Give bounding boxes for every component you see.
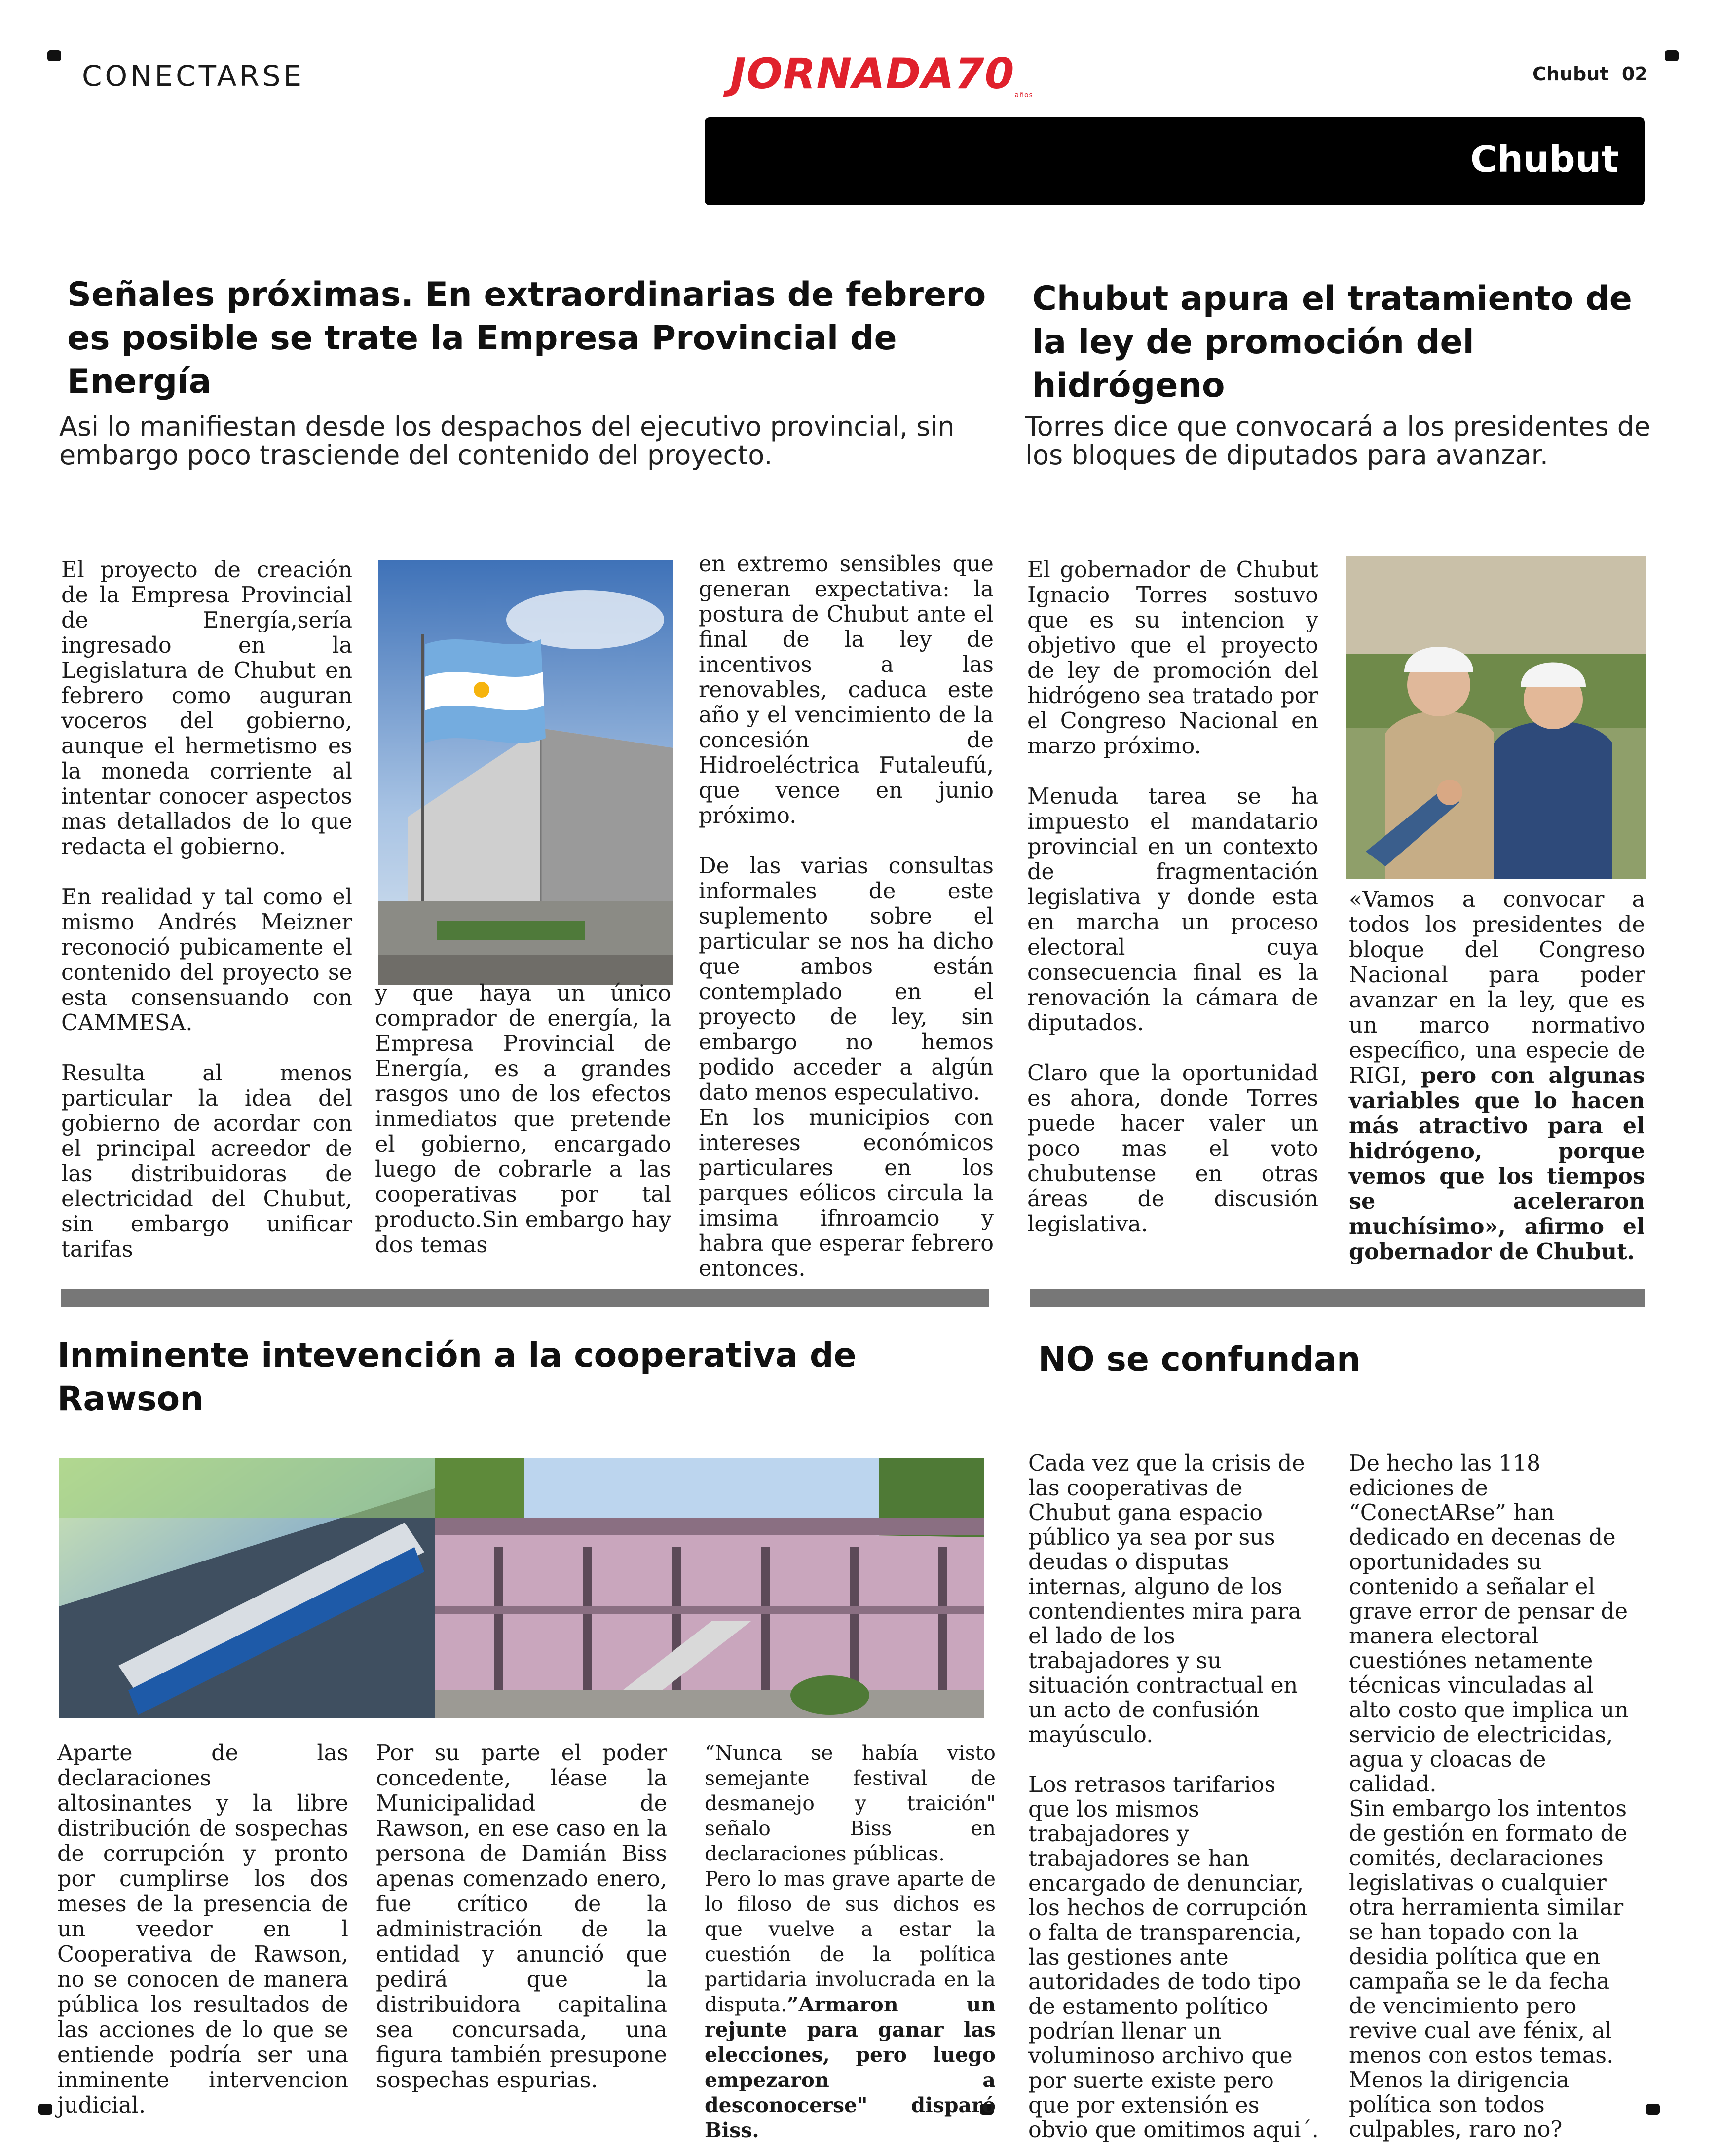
article3-col3 — [705, 1741, 996, 2143]
article3-headline: Inminente intevención a la cooperativa de Rawson — [57, 1336, 857, 1418]
article1-col1-p2: En realidad y tal como el mismo Andrés Meizner reconoció pubicamente el contenido del proyecto se esta consensuando con CAMMESA. — [61, 885, 352, 1036]
photo-two-storey-building — [435, 1458, 984, 1718]
article1-col1-p3: Resulta al menos particular la idea del gobierno de acordar con el principal acreedor de las distribuidoras de electricidad del Chubut, sin embargo unificar tarifas — [61, 1061, 352, 1262]
article2-quote-text — [1349, 887, 1645, 1264]
article4-headline: NO se confundan — [1038, 1340, 1361, 1379]
registration-mark — [38, 2104, 52, 2115]
article1-col3-p2: De las varias consultas informales de este suplemento sobre el particular se nos ha dicho que ambos están contemplado en el proyecto de ley, sin embargo no hemos podido acceder a algún dato menos especulativo. — [699, 854, 994, 1105]
article4-col2 — [1349, 1451, 1640, 2142]
article2-col1-p1: El gobernador de Chubut Ignacio Torres sostuvo que es su intencion y objetivo que el proyecto de ley de promoción del hidrógeno sea tratado por el Congreso Nacional en marzo próximo. — [1027, 558, 1318, 759]
article2-col1 — [1027, 558, 1318, 1237]
article2-quote-plain: «Vamos a convocar a todos los presidentes de bloque del Congreso Nacional para poder avanzar en la ley, que es un marco normativo específico, una especie de RIGI, — [1349, 887, 1645, 1088]
article3-col3-p2 — [705, 1866, 996, 2143]
registration-mark — [1665, 50, 1679, 61]
divider-rule — [1030, 1289, 1645, 1307]
article1-col2 — [375, 981, 671, 1258]
article3-col3-p2-plain: Pero lo mas grave aparte de lo filoso de sus dichos es que vuelve a estar la cuestión de la política partidaria involucrada en la disputa. — [705, 1867, 996, 2016]
divider-rule — [61, 1289, 989, 1307]
article3-col3-p2-bold: ”Armaron un rejunte para ganar las elecciones, pero luego empezaron a desconocerse" disparó Biss. — [705, 1993, 996, 2142]
article1-col3 — [699, 552, 994, 1281]
article2-quote-bold: pero con algunas variables que lo hacen más atractivo para el hidrógeno, porque vemos que los tiempos se aceleraron muchísimo», afirmo el gobernador de Chubut. — [1349, 1063, 1645, 1264]
jornada-logo-years: 70 — [954, 49, 1015, 99]
article4-col1-p1: Cada vez que la crisis de las cooperativas de Chubut gana espacio público ya sea por sus deudas o disputas internas, alguno de los contendientes mira para el lado de los trabajadores y su situación contractual en un acto de confusión mayúsculo. — [1028, 1451, 1305, 1747]
article4-col1 — [1028, 1451, 1319, 2143]
article2-deck: Torres dice que convocará a los presidentes de los bloques de diputados para avanzar. — [1025, 411, 1651, 471]
conectarse-logo: CONECTARSE — [82, 59, 305, 93]
article2-headline: Chubut apura el tratamiento de la ley de promoción del hidrógeno — [1032, 279, 1632, 405]
article1-col3-p1: en extremo sensibles que generan expectativa: la postura de Chubut ante el final de la ley de incentivos a las renovables, caduca este año y el vencimiento de la concesión de Hidroeléctrica Futaleufú, que vence en junio próximo. — [699, 552, 994, 828]
jornada-logo-sub: años — [1014, 91, 1033, 100]
article1-deck: Asi lo manifiestan desde los despachos del ejecutivo provincial, sin embargo poco trasciende del contenido del proyecto. — [59, 411, 955, 471]
article3-col1-p1: Aparte de las declaraciones altosinantes y la libre distribución de sospechas de corrupción y pronto por cumplirse los dos meses de la presencia de un veedor en l Cooperativa de Rawson, no se conocen de manera pública los resultados de las acciones de lo que se entiende podría ser una inminente intervencion judicial. — [57, 1741, 348, 2118]
article2-quote — [1349, 887, 1645, 1264]
jornada-logo-text: JORNADA — [730, 49, 955, 99]
article3-col2 — [376, 1741, 667, 2093]
photo-cooperative-sign — [59, 1458, 436, 1718]
registration-mark — [1646, 2104, 1660, 2115]
article2-col1-p2: Menuda tarea se ha impuesto el mandatario provincial en un contexto de fragmentación legislativa y donde esta en marcha un proceso electoral cuya consecuencia final es la renovación la cámara de diputados. — [1027, 784, 1318, 1036]
article3-col1 — [57, 1741, 348, 2118]
article1-col1-p1: El proyecto de creación de la Empresa Provincial de Energía,sería ingresado en la Legislatura de Chubut en febrero como auguran voceros del gobierno, aunque el hermetismo es la moneda corriente al intentar conocer aspectos mas detallados de lo que redacta el gobierno. — [61, 558, 352, 859]
registration-mark — [47, 50, 61, 61]
photo-building-flag — [378, 560, 673, 985]
jornada-logo — [730, 49, 1033, 99]
article1-col3-p3: En los municipios con intereses económicos particulares en los parques eólicos circula la imsima ifnroamcio y habra que esperar febrero entonces. — [699, 1105, 994, 1281]
article4-col2-p1: De hecho las 118 ediciones de “ConectARse” han dedicado en decenas de oportunidades su contenido a señalar el grave error de pensar de manera electoral cuestiónes netamente técnicas vinculadas al alto costo que implica un servicio de electricidas, agua y cloacas de calidad. — [1349, 1451, 1629, 1797]
article3-col3-p1: “Nunca se había visto semejante festival de desmanejo y traición" señalo Biss en declaraciones públicas. — [705, 1741, 996, 1865]
article1-col2-p1: y que haya un único comprador de energía, la Empresa Provincial de Energía, es a grandes rasgos uno de los efectos inmediatos que pretende el gobierno, encargado luego de cobrarle a las cooperativas por tal producto.Sin embargo hay dos temas — [375, 981, 671, 1258]
article2-col1-p3: Claro que la oportunidad es ahora, donde Torres puede hacer valer un poco mas el voto chubutense en otras áreas de discusión legislativa. — [1027, 1061, 1318, 1237]
article1-headline: Señales próximas. En extraordinarias de febrero es posible se trate la Empresa Provincial de Energía — [67, 275, 986, 401]
section-label: Chubut — [1470, 138, 1619, 181]
article1-col1 — [61, 558, 352, 1262]
photo-hard-hats — [1346, 556, 1646, 879]
article4-col1-p2: Los retrasos tarifarios que los mismos trabajadores y trabajadores se han encargado de denunciar, los hechos de corrupción o falta de transparencia, las gestiones ante autoridades de todo tipo de estamento político podrían llenar un voluminoso archivo que por suerte existe pero que por extensión es obvio que omitimos aqui´. — [1028, 1772, 1319, 2143]
page-folio: Chubut 02 — [1532, 63, 1648, 85]
article4-col2-p2: Sin embargo los intentos de gestión en formato de comités, declaraciones legislativas o cualquier otra herramienta similar se han topado con la desidia política que en campaña se le da fecha de vencimiento pero revive cual ave fénix, al menos con estos temas. Menos la dirigencia política son todos culpables, raro no? — [1349, 1796, 1628, 2142]
article3-col2-p1: Por su parte el poder concedente, léase la Municipalidad de Rawson, en ese caso en la persona de Damián Biss apenas comenzado enero, fue crítico de la administración de la entidad y anunció que pedirá que la distribuidora capitalina sea concursada, una figura también presupone sospechas espurias. — [376, 1741, 667, 2093]
